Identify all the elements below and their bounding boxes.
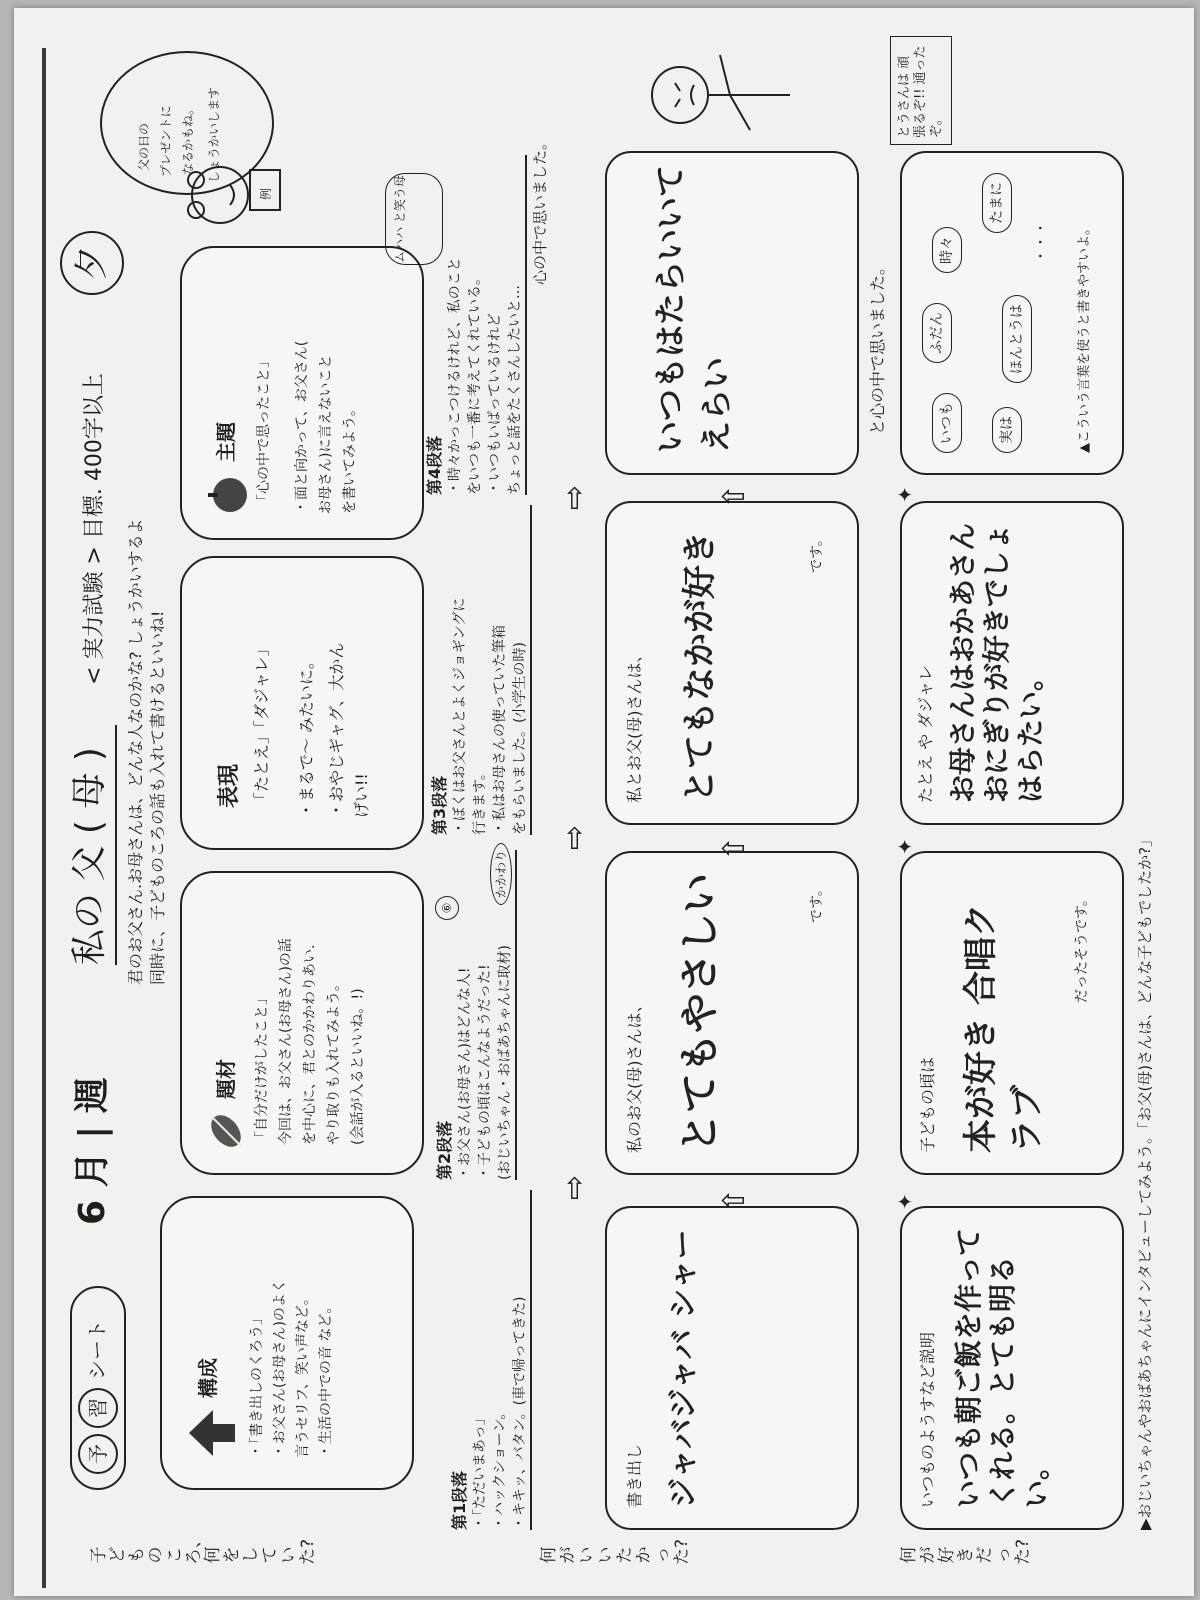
bubble-material-line-2: 今回は、お父さん(お母さん)の話 <box>278 938 294 1145</box>
thought-note: しょうかいします <box>207 86 221 183</box>
bubble-expression-line-3: ・おやじギャグ、大かん <box>327 642 346 818</box>
paragraph-2-mark: ⑥ <box>435 896 459 920</box>
row2-box-words <box>900 151 1124 475</box>
bubble-theme-title: 主題 <box>214 422 238 462</box>
word-1: いつも <box>932 393 962 453</box>
paragraph-3-line-3: ・私はお母さんの使っていた筆箱 <box>492 625 508 835</box>
paragraph-1-line-3: ・キキッ、バタン。(車で帰ってきた) <box>510 1190 532 1530</box>
bubble-structure-line-1: ・「書き出しのくろう」 <box>249 1311 265 1458</box>
row2-box-daily-caption: いつものようすなど説明 <box>918 1331 937 1508</box>
bubble-expression-line-1: 「たとえ」「ダジャレ」 <box>252 640 271 808</box>
paragraph-3-line-4: をもらいました。(小学生の時) <box>510 505 532 835</box>
connector-icon: ✦ <box>893 486 917 503</box>
bubble-material-line-4: やり取りも入れてみよう。 <box>326 977 342 1145</box>
thought-line-1: 父の日の <box>137 122 151 171</box>
paragraph-2-label: 第2段落 <box>435 1120 454 1180</box>
worksheet-sheet <box>40 45 1180 1585</box>
arrow-right-icon: ⇨ <box>557 484 592 510</box>
row2-box-pun-caption: たとえ や ダジャレ <box>916 665 935 803</box>
dad-note: とうさんは 頑張るぞ!! 通ったぞ。 <box>890 36 952 145</box>
frog-sign: 例 <box>259 187 273 200</box>
row1-box-personality-note: です。 <box>809 882 825 923</box>
row1-box-relationship <box>605 501 859 825</box>
thought-line-3: なるかもね。 <box>181 102 195 175</box>
paragraph-4-line-1: ・時々かっこつけるけれど、私のこと <box>447 257 463 495</box>
arrow-up-icon: ⇧ <box>717 483 752 509</box>
paragraph-2-line-2: ・子どもの頃はこんなようだった! <box>477 964 493 1180</box>
paragraph-4-label: 第4段落 <box>425 435 444 495</box>
bubble-theme-line-1: 「心の中で思ったこと」 <box>256 354 272 508</box>
row2-box-daily-hand: いつも朝ご飯を作ってくれる。とても明るい。 <box>952 1227 1053 1508</box>
connector-icon: ✦ <box>893 1193 917 1210</box>
intro-line-2: 同時に、子どものころの話も入れて書けるといいね! <box>148 610 167 985</box>
bubble-material-line-5: (会話が入るといいね。!) <box>350 988 366 1145</box>
row1-box-relationship-hand: とてもなかが好き <box>680 531 720 803</box>
bubble-structure-line-2: ・お父さん(お母さん)のよく <box>272 1279 288 1458</box>
badge-char-1: 予 <box>78 1434 118 1474</box>
row2-box-childhood-note: だったそうです。 <box>1074 892 1090 1003</box>
row2-box-words-note: ▲こういう言葉を使うと書きやすいよ。 <box>1077 222 1092 453</box>
paragraph-3 <box>430 505 532 898</box>
row1-box-opening-caption: 書き出し <box>625 1443 644 1508</box>
row2-box-childhood-caption: 子どもの頃は <box>918 1056 937 1153</box>
thought-bubble <box>100 51 274 195</box>
bubble-theme-line-2: ・面と向かって、お父さん( <box>294 340 310 514</box>
apple-icon <box>204 472 250 518</box>
paragraph-3-label: 第3段落 <box>430 775 449 835</box>
word-2: ふだん <box>922 303 952 363</box>
word-7: ・・・ <box>1034 221 1050 263</box>
arrow-up-icon: ⇧ <box>717 835 752 861</box>
row1-box-heart <box>605 151 859 475</box>
row1-box-heart-hand: いつもはたらいいてえらい <box>651 164 735 453</box>
test-label: < 実力試験 > 目標. 400字以上 <box>82 373 107 685</box>
row2-box-pun-hand: お母さんはおかあさん おにぎりが好きでしょ はらたい。 <box>946 522 1047 803</box>
side-question-1: 子どものころ、何をしていた? <box>89 1531 318 1565</box>
word-3: 時々 <box>932 227 962 273</box>
bubble-expression-title: 表現 <box>217 763 242 808</box>
heart-row1: と心の中で思いました。 <box>868 258 887 435</box>
paragraph-2-line-1: ・お父さん(お母さん)はどんな人! <box>457 967 473 1180</box>
row1-box-relationship-caption: 私とお父(母)さんは、 <box>625 646 644 803</box>
bubble-structure-line-3: 言うセリフ、笑い声など。 <box>295 1291 311 1458</box>
week-label: 6 月 | 週 <box>72 1077 113 1225</box>
bubble-theme-line-3: お母さん)に言えないこと <box>318 354 334 514</box>
up-arrow-icon <box>187 1408 237 1458</box>
bubble-theme <box>180 246 424 540</box>
bubble-material-line-1: 「自分だけがしたこと」 <box>254 991 270 1145</box>
arrow-right-icon: ⇨ <box>557 824 592 850</box>
paragraph-3-mark: かかわり <box>490 843 512 905</box>
arrow-up-icon: ⇧ <box>717 1187 752 1213</box>
page-title: 私の 父 ( 母 ) <box>65 725 117 965</box>
paragraph-4-line-3: ・いつもいばっているけれど <box>487 313 503 495</box>
intro-line-1: 君のお父さん.お母さんは、どんな人なのかな? しょうかいするよ <box>126 518 145 985</box>
row2-box-daily <box>900 1206 1124 1530</box>
paragraph-1-line-1: ・「ただいまあっ」 <box>472 1411 488 1530</box>
leaf-icon <box>204 1109 248 1153</box>
row2-box-childhood-hand: 本が好き 合唱クラブ <box>961 903 1047 1153</box>
row1-box-personality-caption: 私のお父(母)さんは、 <box>625 996 644 1153</box>
row1-box-opening-hand: ジャバジャバ シャー <box>666 1229 701 1508</box>
paragraph-4-line-4: ちょっと話をたくさんしたいと… <box>505 155 527 495</box>
grade-circle: 夕 <box>60 231 124 295</box>
bubble-structure <box>160 1196 414 1490</box>
bubble-material <box>180 871 424 1175</box>
bubble-theme-line-4: を書いてみよう。 <box>342 402 358 514</box>
paragraph-2-line-3: (おじいちゃん・おばあちゃんに取材) <box>495 850 517 1180</box>
row1-box-personality <box>605 851 859 1175</box>
row1-box-opening <box>605 1206 859 1530</box>
bubble-structure-title: 構成 <box>196 1358 220 1398</box>
bubble-material-line-3: を中心に、君とのかかわりあい. <box>302 944 318 1145</box>
bubble-material-title: 題材 <box>214 1059 238 1099</box>
heart-top: 心の中で思いました。 <box>531 134 549 285</box>
paragraph-3-line-1: ・ぼくはお父さんとよくジョギングに <box>452 597 468 835</box>
dad-illustration <box>620 50 830 145</box>
bubble-structure-line-4: ・生活の中での音 など。 <box>318 1299 334 1458</box>
paragraph-1-label: 第1段落 <box>450 1470 469 1530</box>
row2-box-childhood <box>900 851 1124 1175</box>
row1-box-personality-hand: とてもやさしい <box>677 873 723 1153</box>
word-4: たまに <box>982 173 1012 233</box>
paragraph-3-line-2: 行きます。 <box>472 766 488 835</box>
connector-icon: ✦ <box>893 838 917 855</box>
bubble-expression <box>180 556 424 850</box>
paragraph-4-line-2: をいつも一番に考えてくれている。 <box>467 271 483 495</box>
paragraph-1-line-2: ・ハックショーン。 <box>492 1405 508 1530</box>
badge <box>70 1286 126 1490</box>
arrow-right-icon: ⇨ <box>557 1174 592 1200</box>
word-5: 実は <box>992 407 1022 453</box>
bubble-expression-line-4: げい!! <box>352 773 371 818</box>
word-6: ほんとうは <box>1002 295 1032 383</box>
thought-line-2: プレゼントに <box>159 105 173 177</box>
row1-box-relationship-note: です。 <box>809 532 825 573</box>
bubble-expression-line-2: ・まるで〜 みたいに。 <box>297 653 316 818</box>
badge-label: シート <box>85 1320 109 1380</box>
laugh-note: ムハハ と笑う母 <box>385 173 443 265</box>
paragraph-1 <box>450 1190 532 1530</box>
badge-char-2: 習 <box>78 1388 118 1428</box>
side-question-3: 何が好きだった? <box>899 1538 1033 1565</box>
footer-note: ▶おじいちゃんやおばあちゃんにインタビューしてみよう。「お父(母)さんは、どんな子どもでしたか?」 <box>1136 831 1154 1530</box>
row2-box-pun <box>900 501 1124 825</box>
side-question-2: 何がいいたかった? <box>539 1538 692 1565</box>
